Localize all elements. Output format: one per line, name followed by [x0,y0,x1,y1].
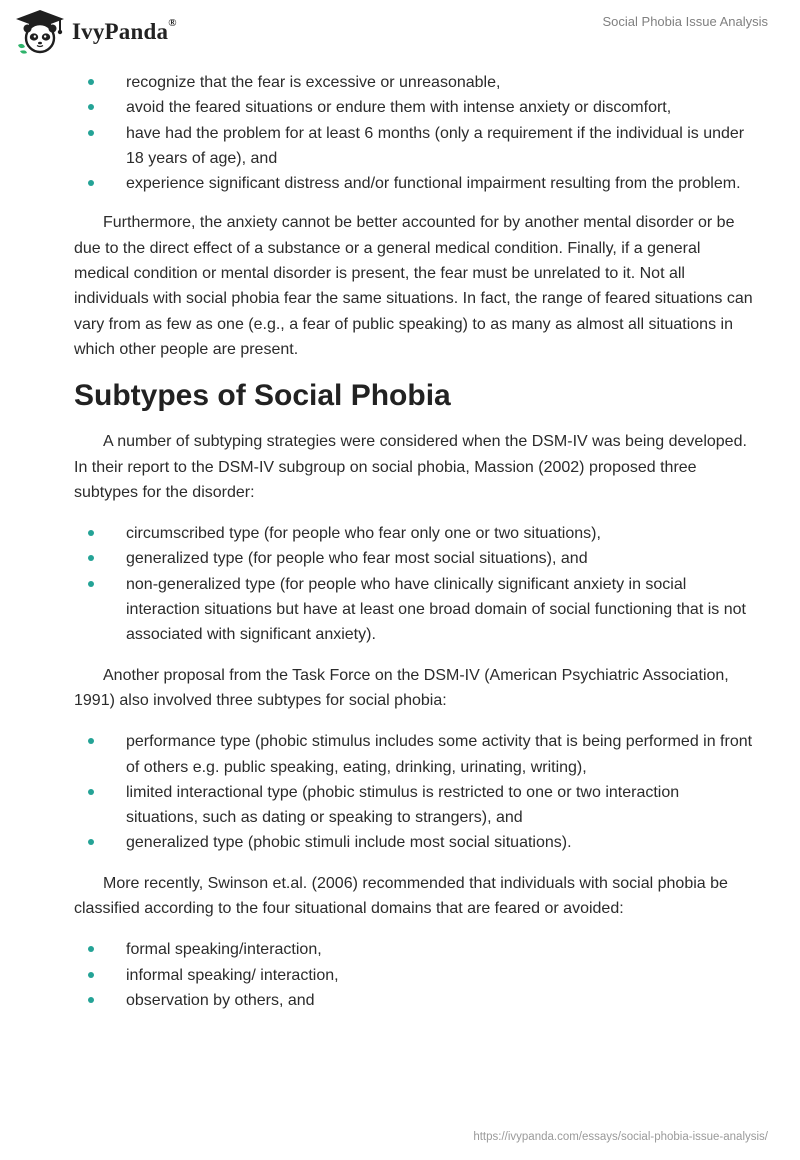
list-item: avoid the feared situations or endure them with intense anxiety or discomfort, [74,95,754,120]
list-item: recognize that the fear is excessive or unreasonable, [74,70,754,95]
criteria-list [74,70,754,196]
subtypes-list-massion [74,521,754,647]
subtypes-list-task-force [74,729,754,855]
panda-mascot-icon [14,9,66,55]
brand-name: IvyPanda® [72,17,177,44]
list-item: limited interactional type (phobic stimulus is restricted to one or two interaction situations, such as dating or speaking to strangers), and [74,780,754,831]
list-item: experience significant distress and/or functional impairment resulting from the problem. [74,171,754,196]
list-item: formal speaking/interaction, [74,937,754,962]
section-heading: Subtypes of Social Phobia [74,379,451,413]
list-item: non-generalized type (for people who have clinically significant anxiety in social interaction situations but have at least one broad domain of social functioning that is not associated with significant anxiety). [74,572,754,648]
paragraph: Furthermore, the anxiety cannot be better accounted for by another mental disorder or be due to the direct effect of a substance or a general medical condition. Finally, if a general medical condition or mental disorder is present, the fear must be unrelated to it. Not all individuals with social phobia fear the same situations. In fact, the range of feared situations can vary from as few as one (e.g., a fear of public speaking) to as many as almost all situations in which other people are present. [74,214,753,358]
document-title: Social Phobia Issue Analysis [602,14,768,29]
ivypanda-logo[interactable] [14,9,177,55]
list-item: observation by others, and [74,988,754,1013]
list-item: generalized type (phobic stimuli include most social situations). [74,830,754,855]
essay-content [74,70,754,1013]
paragraph: More recently, Swinson et.al. (2006) recommended that individuals with social phobia be classified according to the four situational domains that are feared or avoided: [74,874,728,918]
list-item: generalized type (for people who fear most social situations), and [74,546,754,571]
list-item: performance type (phobic stimulus includes some activity that is being performed in front of others e.g. public speaking, eating, drinking, urinating, writing), [74,729,754,780]
source-url[interactable]: https://ivypanda.com/essays/social-phobia-issue-analysis/ [473,1131,768,1143]
list-item: circumscribed type (for people who fear only one or two situations), [74,521,754,546]
situational-domains-list [74,937,754,1013]
paragraph: A number of subtyping strategies were considered when the DSM-IV was being developed. In their report to the DSM-IV subgroup on social phobia, Massion (2002) proposed three subtypes for the disorder: [74,433,747,501]
page-header [0,0,800,62]
list-item: informal speaking/ interaction, [74,963,754,988]
list-item: have had the problem for at least 6 months (only a requirement if the individual is under 18 years of age), and [74,121,754,172]
paragraph: Another proposal from the Task Force on the DSM-IV (American Psychiatric Association, 1991) also involved three subtypes for social phobia: [74,666,729,709]
